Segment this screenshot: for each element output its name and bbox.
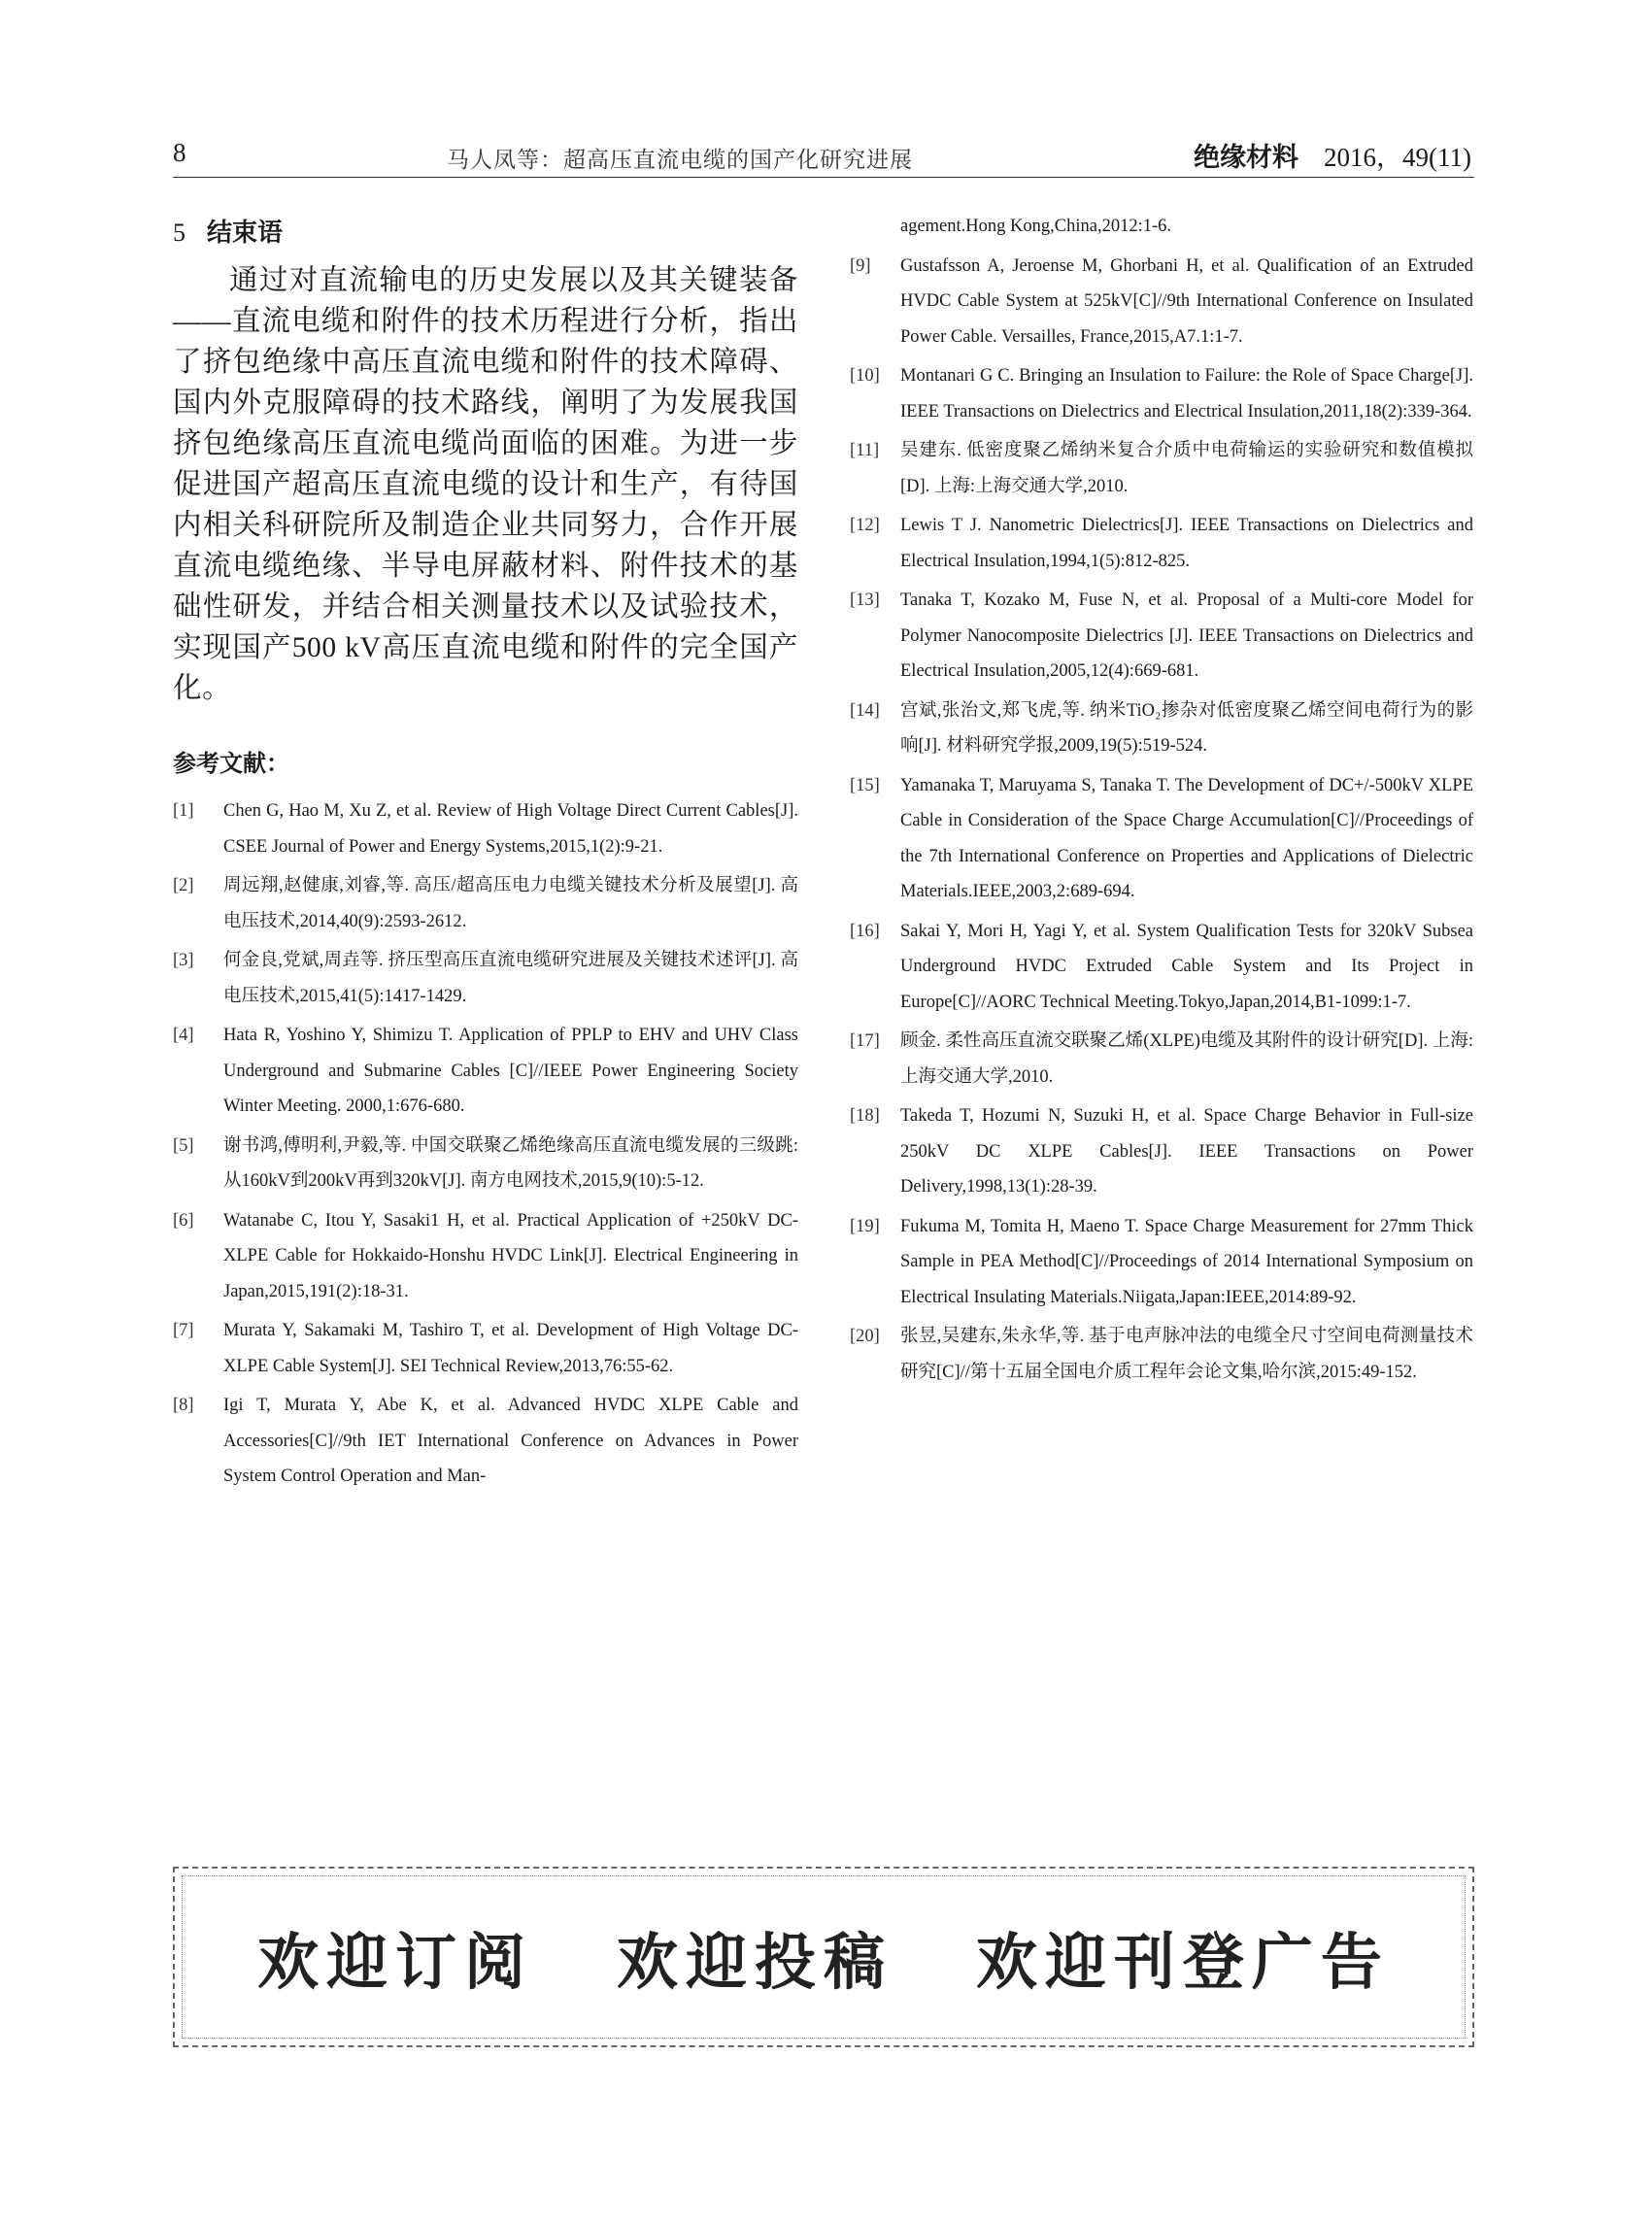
reference-number: [16] bbox=[850, 921, 880, 941]
reference-text: 顾金. 柔性高压直流交联聚乙烯(XLPE)电缆及其附件的设计研究[D]. 上海:上海交通大学,2010. bbox=[900, 1031, 1473, 1087]
reference-number: [5] bbox=[173, 1135, 194, 1156]
reference-text: 宫斌,张治文,郑飞虎,等. 纳米TiO₂掺杂对低密度聚乙烯空间电荷行为的影响[J]. 材料研究学报,2009,19(5):519-524. bbox=[900, 700, 1473, 756]
left-column bbox=[173, 209, 798, 1499]
section-body: 通过对直流输电的历史发展以及其关键装备——直流电缆和附件的技术历程进行分析，指出了挤包绝缘中高压直流电缆和附件的技术障碍、国内外克服障碍的技术路线，阐明了为发展我国挤包绝缘高压直流电缆尚面临的困难。为进一步促进国产超高压直流电缆的设计和生产，有待国内相关科研院所及制造企业共同努力，合作开展直流电缆绝缘、半导电屏蔽材料、附件技术的基础性研发，并结合相关测量技术以及试验技术，实现国产500 kV高压直流电缆和附件的完全国产化。 bbox=[173, 265, 798, 704]
reference-number: [3] bbox=[173, 951, 194, 970]
promo-banner bbox=[173, 1867, 1474, 2047]
journal-title bbox=[1194, 136, 1471, 174]
reference-number: [2] bbox=[173, 876, 194, 895]
right-column bbox=[850, 209, 1473, 1394]
reference-text: Watanabe C, Itou Y, Sasaki1 H, et al. Practical Application of +250kV DC-XLPE Cable for Hokkaido-Honshu HVDC Link[J]. Electrical Engineering in Japan,2015,191(2):18-31. bbox=[223, 1210, 798, 1301]
reference-text: Lewis T J. Nanometric Dielectrics[J]. IEEE Transactions on Dielectrics and Electrical Insulation,1994,1(5):812-825. bbox=[900, 516, 1473, 571]
reference-item bbox=[173, 1129, 798, 1199]
reference-text: 张昱,吴建东,朱永华,等. 基于电声脉冲法的电缆全尺寸空间电荷测量技术研究[C]//第十五届全国电介质工程年会论文集,哈尔滨,2015:49-152. bbox=[900, 1327, 1473, 1382]
reference-number: [8] bbox=[173, 1396, 194, 1415]
reference-text: 谢书鸿,傅明利,尹毅,等. 中国交联聚乙烯绝缘高压直流电缆发展的三级跳:从160kV到200kV再到320kV[J]. 南方电网技术,2015,9(10):5-12. bbox=[223, 1135, 798, 1191]
reference-text: Fukuma M, Tomita H, Maeno T. Space Charge Measurement for 27mm Thick Sample in PEA Method[C]//Proceedings of 2014 International Symposium on Electrical Insulating Materials.Niigata,Japan:IEEE,2014:89-92. bbox=[900, 1216, 1473, 1307]
reference-number: [12] bbox=[850, 516, 880, 535]
reference-number: [11] bbox=[850, 441, 880, 460]
references-heading: 参考文献： bbox=[173, 750, 289, 777]
reference-item bbox=[850, 768, 1473, 910]
section-heading bbox=[173, 213, 798, 249]
reference-text: Murata Y, Sakamaki M, Tashiro T, et al. Development of High Voltage DC-XLPE Cable System[J]. SEI Technical Review,2013,76:55-62. bbox=[223, 1321, 798, 1376]
banner-advertise: 欢迎刊登广告 bbox=[975, 1926, 1390, 1998]
journal-issue: 2016，49(11) bbox=[1324, 143, 1471, 172]
reference-number: [6] bbox=[173, 1210, 194, 1231]
reference-continuation: agement.Hong Kong,China,2012:1-6. bbox=[900, 217, 1171, 236]
reference-number: [18] bbox=[850, 1106, 880, 1126]
reference-number: [4] bbox=[173, 1026, 194, 1045]
reference-text: Takeda T, Hozumi N, Suzuki H, et al. Space Charge Behavior in Full-size 250kV DC XLPE Cables[J]. IEEE Transactions on Power Delivery,1998,13(1):28-39. bbox=[900, 1106, 1473, 1197]
reference-text: Chen G, Hao M, Xu Z, et al. Review of High Voltage Direct Current Cables[J]. CSEE Journal of Power and Energy Systems,2015,1(2):9-21. bbox=[223, 801, 798, 857]
reference-item bbox=[850, 358, 1473, 429]
reference-item bbox=[850, 1209, 1473, 1316]
reference-item bbox=[850, 1024, 1473, 1095]
reference-item bbox=[173, 943, 798, 1014]
page-number: 8 bbox=[173, 138, 186, 167]
banner-submit: 欢迎投稿 bbox=[617, 1926, 893, 1998]
reference-text: 吴建东. 低密度聚乙烯纳米复合介质中电荷输运的实验研究和数值模拟[D]. 上海:上海交通大学,2010. bbox=[900, 441, 1473, 496]
reference-item bbox=[850, 1098, 1473, 1205]
reference-item bbox=[173, 1018, 798, 1125]
reference-item bbox=[850, 433, 1473, 504]
reference-item bbox=[850, 914, 1473, 1021]
reference-number: [9] bbox=[850, 255, 871, 276]
reference-text: Sakai Y, Mori H, Yagi Y, et al. System Qualification Tests for 320kV Subsea Underground HVDC Extruded Cable System and Its Project in Europe[C]//AORC Technical Meeting.Tokyo,Japan,2014,B1-1099:1-7. bbox=[900, 921, 1473, 1012]
reference-item bbox=[850, 693, 1473, 764]
reference-number: [10] bbox=[850, 366, 880, 386]
running-title: 马人凤等：超高压直流电缆的国产化研究进展 bbox=[447, 148, 913, 172]
reference-text: Igi T, Murata Y, Abe K, et al. Advanced HVDC XLPE Cable and Accessories[C]//9th IET International Conference on Advances in Power System Control Operation and Man- bbox=[223, 1396, 798, 1486]
reference-text: 何金良,党斌,周垚等. 挤压型高压直流电缆研究进展及关键技术述评[J]. 高电压技术,2015,41(5):1417-1429. bbox=[223, 951, 798, 1006]
reference-number: [13] bbox=[850, 590, 880, 610]
reference-item bbox=[173, 1388, 798, 1495]
reference-item bbox=[173, 793, 798, 864]
reference-number: [17] bbox=[850, 1031, 880, 1051]
reference-text: 周远翔,赵健康,刘睿,等. 高压/超高压电力电缆关键技术分析及展望[J]. 高电压技术,2014,40(9):2593-2612. bbox=[223, 876, 798, 931]
journal-name: 绝缘材料 bbox=[1194, 143, 1299, 172]
reference-item bbox=[850, 1319, 1473, 1390]
reference-number: [19] bbox=[850, 1216, 880, 1236]
reference-number: [15] bbox=[850, 775, 880, 795]
reference-text: Tanaka T, Kozako M, Fuse N, et al. Proposal of a Multi-core Model for Polymer Nanocomposite Dielectrics [J]. IEEE Transactions on Dielectrics and Electrical Insulation,2005,12(4):669-681. bbox=[900, 590, 1473, 681]
reference-item bbox=[850, 249, 1473, 355]
reference-item bbox=[850, 508, 1473, 579]
reference-number: [14] bbox=[850, 700, 880, 721]
reference-item bbox=[173, 868, 798, 939]
reference-item bbox=[173, 1203, 798, 1310]
banner-subscribe: 欢迎订阅 bbox=[257, 1926, 534, 1998]
page-header bbox=[173, 134, 1474, 178]
reference-text: Yamanaka T, Maruyama S, Tanaka T. The Development of DC+/-500kV XLPE Cable in Consideration of the Space Charge Accumulation[C]//Proceedings of the 7th International Conference on Properties and Applications of Dielectric Materials.IEEE,2003,2:689-694. bbox=[900, 775, 1473, 901]
section-title: 结束语 bbox=[207, 219, 284, 248]
banner-text bbox=[173, 1913, 1474, 2002]
section-number: 5 bbox=[173, 219, 185, 247]
reference-item bbox=[850, 583, 1473, 690]
reference-number: [7] bbox=[173, 1321, 194, 1340]
reference-text: Montanari G C. Bringing an Insulation to Failure: the Role of Space Charge[J]. IEEE Transactions on Dielectrics and Electrical Insulation,2011,18(2):339-364. bbox=[900, 366, 1473, 422]
reference-item bbox=[173, 1313, 798, 1384]
reference-number: [1] bbox=[173, 801, 194, 821]
reference-text: Hata R, Yoshino Y, Shimizu T. Application of PPLP to EHV and UHV Class Underground and Submarine Cables [C]//IEEE Power Engineering Society Winter Meeting. 2000,1:676-680. bbox=[223, 1026, 798, 1116]
reference-number: [20] bbox=[850, 1327, 880, 1346]
reference-text: Gustafsson A, Jeroense M, Ghorbani H, et al. Qualification of an Extruded HVDC Cable System at 525kV[C]//9th International Conference on Insulated Power Cable. Versailles, France,2015,A7.1:1-7. bbox=[900, 255, 1473, 347]
